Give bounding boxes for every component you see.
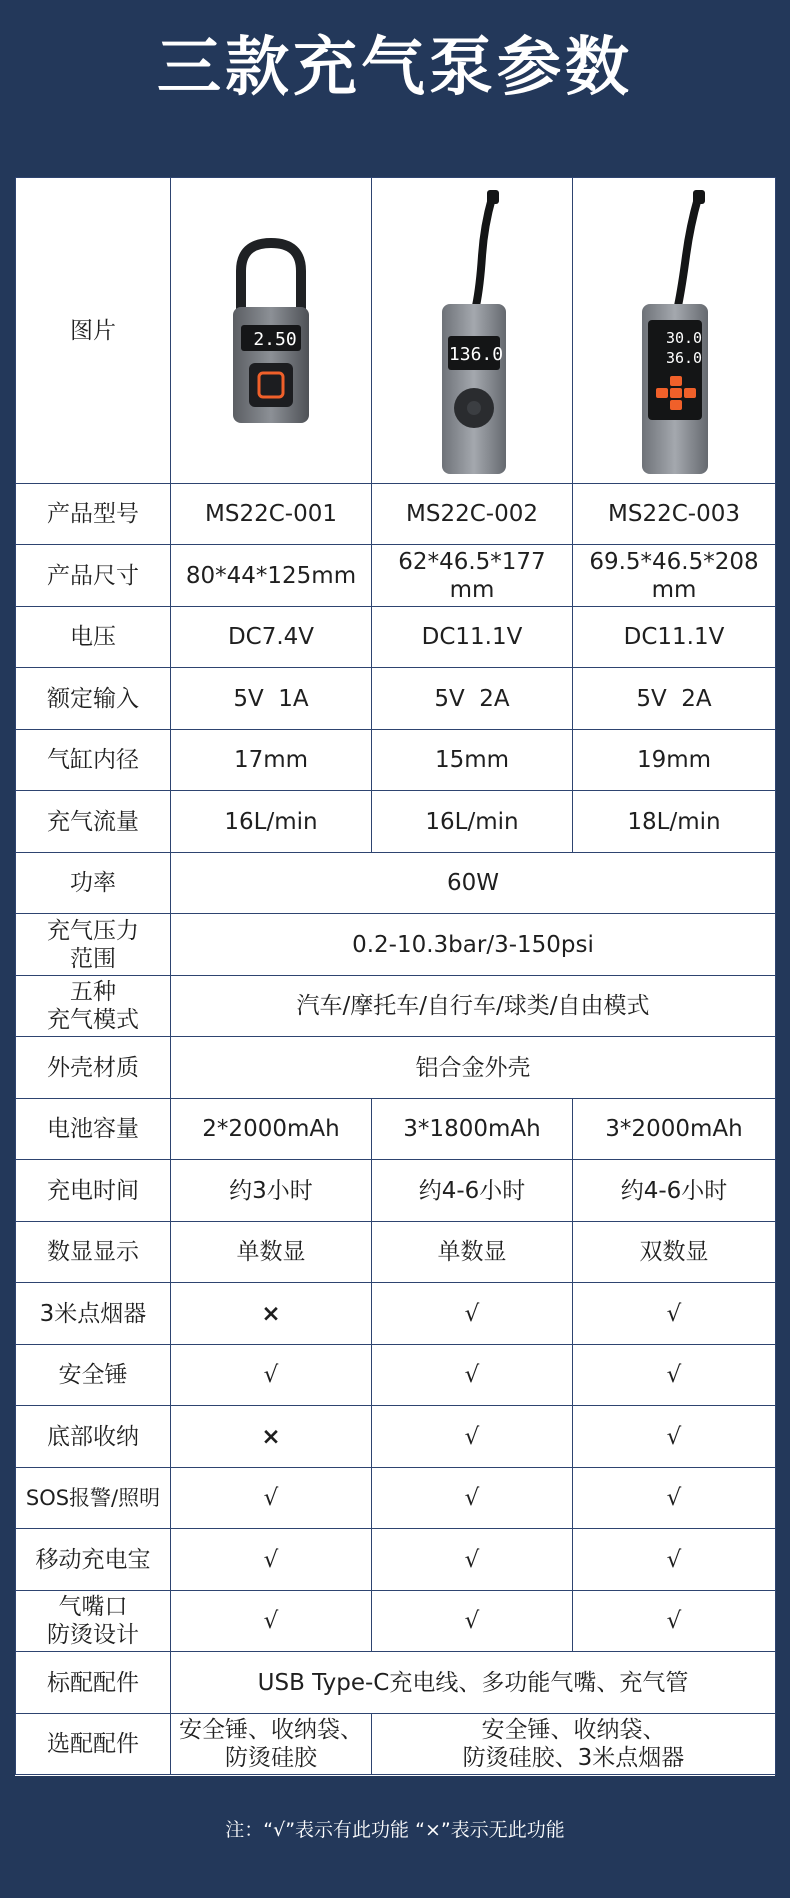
cell-size-3: 69.5*46.5*208 mm <box>573 545 776 607</box>
cell-bore-3: 19mm <box>573 730 776 791</box>
check-icon: √ <box>171 1345 372 1406</box>
cell-battery-2: 3*1800mAh <box>372 1099 573 1160</box>
footnote: 注：“√”表示有此功能 “×”表示无此功能 <box>225 1819 565 1841</box>
row-label: 外壳材质 <box>16 1037 171 1099</box>
table-row-bottom-storage <box>16 1406 776 1468</box>
row-label: 充气流量 <box>16 791 171 853</box>
table-row-hammer <box>16 1345 776 1406</box>
pump-hose-dual-display-icon <box>614 186 734 476</box>
table-row-standard-accessories <box>16 1652 776 1714</box>
table-row-pressure-range <box>16 914 776 976</box>
cell-flow-1: 16L/min <box>171 791 372 853</box>
pump-3-display-top: 30.0 <box>665 328 703 347</box>
table-row-voltage <box>16 607 776 668</box>
cell-optional-accessories-1: 安全锤、收纳袋、 防烫硅胶 <box>171 1714 372 1775</box>
cell-flow-2: 16L/min <box>372 791 573 853</box>
cell-model-1: MS22C-001 <box>171 484 372 545</box>
row-label: 选配配件 <box>16 1714 171 1775</box>
row-label: 气嘴口 防烫设计 <box>16 1591 171 1652</box>
row-label: 五种 充气模式 <box>16 976 171 1037</box>
row-label: 充气压力 范围 <box>16 914 171 976</box>
row-label: 标配配件 <box>16 1652 171 1714</box>
cell-model-3: MS22C-003 <box>573 484 776 545</box>
cell-charge-2: 约4-6小时 <box>372 1160 573 1222</box>
cell-rated-input-1: 5V 1A <box>171 668 372 730</box>
cross-icon: × <box>171 1283 372 1345</box>
cell-flow-3: 18L/min <box>573 791 776 853</box>
row-label: 电压 <box>16 607 171 668</box>
pump-u-handle-icon <box>211 231 331 431</box>
table-row-rated-input <box>16 668 776 730</box>
cell-modes: 汽车/摩托车/自行车/球类/自由模式 <box>171 976 776 1037</box>
row-label: 功率 <box>16 853 171 914</box>
row-label: 产品尺寸 <box>16 545 171 607</box>
check-icon: √ <box>171 1529 372 1591</box>
table-row-power-bank <box>16 1529 776 1591</box>
check-icon: √ <box>573 1406 776 1468</box>
cell-charge-1: 约3小时 <box>171 1160 372 1222</box>
table-row-charge-time <box>16 1160 776 1222</box>
cell-voltage-1: DC7.4V <box>171 607 372 668</box>
cell-bore-1: 17mm <box>171 730 372 791</box>
check-icon: √ <box>372 1283 573 1345</box>
check-icon: √ <box>171 1591 372 1652</box>
spec-table <box>15 177 776 1775</box>
check-icon: √ <box>573 1345 776 1406</box>
table-row-image <box>16 178 776 484</box>
pump-3-display-bottom: 36.0 <box>665 348 703 367</box>
pump-1-display: 2.50 <box>253 328 297 350</box>
table-row-size <box>16 545 776 607</box>
table-row-battery <box>16 1099 776 1160</box>
cell-display-3: 双数显 <box>573 1222 776 1283</box>
cell-rated-input-3: 5V 2A <box>573 668 776 730</box>
row-label: 额定输入 <box>16 668 171 730</box>
product-image-3 <box>573 178 776 484</box>
cell-display-2: 单数显 <box>372 1222 573 1283</box>
cell-pressure-range: 0.2-10.3bar/3-150psi <box>171 914 776 976</box>
cell-optional-accessories-2: 安全锤、收纳袋、 防烫硅胶、3米点烟器 <box>372 1714 776 1775</box>
table-row-modes <box>16 976 776 1037</box>
table-row-optional-accessories <box>16 1714 776 1775</box>
cell-display-1: 单数显 <box>171 1222 372 1283</box>
spec-table-panel <box>15 177 775 1776</box>
row-label: 气缸内径 <box>16 730 171 791</box>
table-row-lighter <box>16 1283 776 1345</box>
cross-icon: × <box>171 1406 372 1468</box>
page-title: 三款充气泵参数 <box>157 31 633 105</box>
check-icon: √ <box>573 1529 776 1591</box>
row-label: 数显显示 <box>16 1222 171 1283</box>
row-label: SOS报警/照明 <box>16 1468 171 1529</box>
cell-bore-2: 15mm <box>372 730 573 791</box>
product-image-2 <box>372 178 573 484</box>
row-label: 底部收纳 <box>16 1406 171 1468</box>
check-icon: √ <box>372 1529 573 1591</box>
cell-charge-3: 约4-6小时 <box>573 1160 776 1222</box>
pump-hose-dial-icon <box>412 186 532 476</box>
row-label-image: 图片 <box>16 178 171 484</box>
table-row-model <box>16 484 776 545</box>
row-label: 3米点烟器 <box>16 1283 171 1345</box>
product-image-1 <box>171 178 372 484</box>
check-icon: √ <box>171 1468 372 1529</box>
check-icon: √ <box>372 1591 573 1652</box>
check-icon: √ <box>372 1345 573 1406</box>
pump-2-display: 136.0 <box>448 343 504 365</box>
row-label: 产品型号 <box>16 484 171 545</box>
cell-voltage-2: DC11.1V <box>372 607 573 668</box>
cell-voltage-3: DC11.1V <box>573 607 776 668</box>
table-row-flow <box>16 791 776 853</box>
table-row-sos <box>16 1468 776 1529</box>
check-icon: √ <box>372 1406 573 1468</box>
cell-size-2: 62*46.5*177 mm <box>372 545 573 607</box>
row-label: 电池容量 <box>16 1099 171 1160</box>
table-row-nozzle <box>16 1591 776 1652</box>
cell-rated-input-2: 5V 2A <box>372 668 573 730</box>
row-label: 移动充电宝 <box>16 1529 171 1591</box>
check-icon: √ <box>372 1468 573 1529</box>
cell-model-2: MS22C-002 <box>372 484 573 545</box>
check-icon: √ <box>573 1591 776 1652</box>
cell-standard-accessories: USB Type-C充电线、多功能气嘴、充气管 <box>171 1652 776 1714</box>
table-row-shell <box>16 1037 776 1099</box>
cell-power: 60W <box>171 853 776 914</box>
cell-battery-3: 3*2000mAh <box>573 1099 776 1160</box>
check-icon: √ <box>573 1468 776 1529</box>
row-label: 安全锤 <box>16 1345 171 1406</box>
cell-shell: 铝合金外壳 <box>171 1037 776 1099</box>
check-icon: √ <box>573 1283 776 1345</box>
cell-size-1: 80*44*125mm <box>171 545 372 607</box>
row-label: 充电时间 <box>16 1160 171 1222</box>
table-row-cylinder-bore <box>16 730 776 791</box>
cell-battery-1: 2*2000mAh <box>171 1099 372 1160</box>
table-row-display <box>16 1222 776 1283</box>
table-row-power <box>16 853 776 914</box>
